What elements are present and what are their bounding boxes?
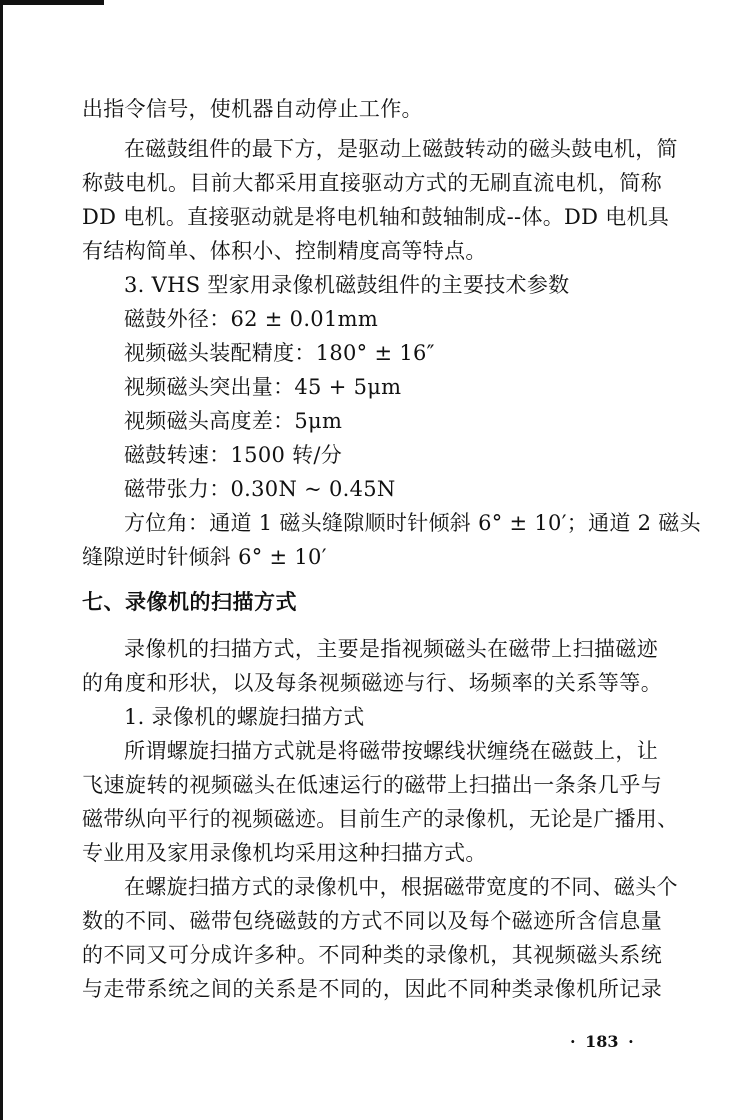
page-number: · 183 · bbox=[570, 1032, 634, 1051]
text-line: 数的不同、磁带包绕磁鼓的方式不同以及每个磁迹所含信息量 bbox=[82, 909, 662, 933]
subsection-title: 3. VHS 型家用录像机磁鼓组件的主要技术参数 bbox=[124, 273, 570, 297]
text-line: 有结构简单、体积小、控制精度高等特点。 bbox=[82, 239, 487, 263]
text-line: 所谓螺旋扫描方式就是将磁带按螺线状缠绕在磁鼓上，让 bbox=[124, 739, 658, 763]
text-line: 视频磁头装配精度：180° ± 16″ bbox=[124, 341, 435, 365]
text-line: 出指令信号，使机器自动停止工作。 bbox=[82, 97, 423, 121]
text-line: 在螺旋扫描方式的录像机中，根据磁带宽度的不同、磁头个 bbox=[124, 875, 678, 899]
text-line: 磁带张力：0.30N ~ 0.45N bbox=[124, 477, 396, 501]
scan-left-edge bbox=[0, 0, 3, 1120]
text-line: 磁带纵向平行的视频磁迹。目前生产的录像机，无论是广播用、 bbox=[82, 807, 679, 831]
subsection-title: 1. 录像机的螺旋扫描方式 bbox=[124, 705, 365, 729]
text-line: 视频磁头高度差：5μm bbox=[124, 409, 343, 433]
text-line: 缝隙逆时针倾斜 6° ± 10′ bbox=[82, 545, 327, 569]
text-line: 磁鼓转速：1500 转/分 bbox=[124, 443, 343, 467]
text-line: 视频磁头突出量：45 + 5μm bbox=[124, 375, 402, 399]
text-line: 方位角：通道 1 磁头缝隙顺时针倾斜 6° ± 10′；通道 2 磁头 bbox=[124, 511, 701, 535]
text-line: 专业用及家用录像机均采用这种扫描方式。 bbox=[82, 841, 487, 865]
text-line: 的角度和形状，以及每条视频磁迹与行、场频率的关系等等。 bbox=[82, 671, 662, 695]
text-line: 称鼓电机。目前大都采用直接驱动方式的无刷直流电机，简称 bbox=[82, 171, 662, 195]
text-line: DD 电机。直接驱动就是将电机轴和鼓轴制成--体。DD 电机具 bbox=[82, 205, 670, 229]
section-heading: 七、录像机的扫描方式 bbox=[82, 590, 297, 614]
text-line: 飞速旋转的视频磁头在低速运行的磁带上扫描出一条条几乎与 bbox=[82, 773, 662, 797]
text-line: 磁鼓外径：62 ± 0.01mm bbox=[124, 307, 379, 331]
scan-top-edge bbox=[0, 0, 104, 5]
text-line: 录像机的扫描方式，主要是指视频磁头在磁带上扫描磁迹 bbox=[124, 637, 658, 661]
text-line: 的不同又可分成许多种。不同种类的录像机，其视频磁头系统 bbox=[82, 943, 662, 967]
text-line: 在磁鼓组件的最下方，是驱动上磁鼓转动的磁头鼓电机，简 bbox=[124, 137, 678, 161]
text-line: 与走带系统之间的关系是不同的，因此不同种类录像机所记录 bbox=[82, 977, 662, 1001]
